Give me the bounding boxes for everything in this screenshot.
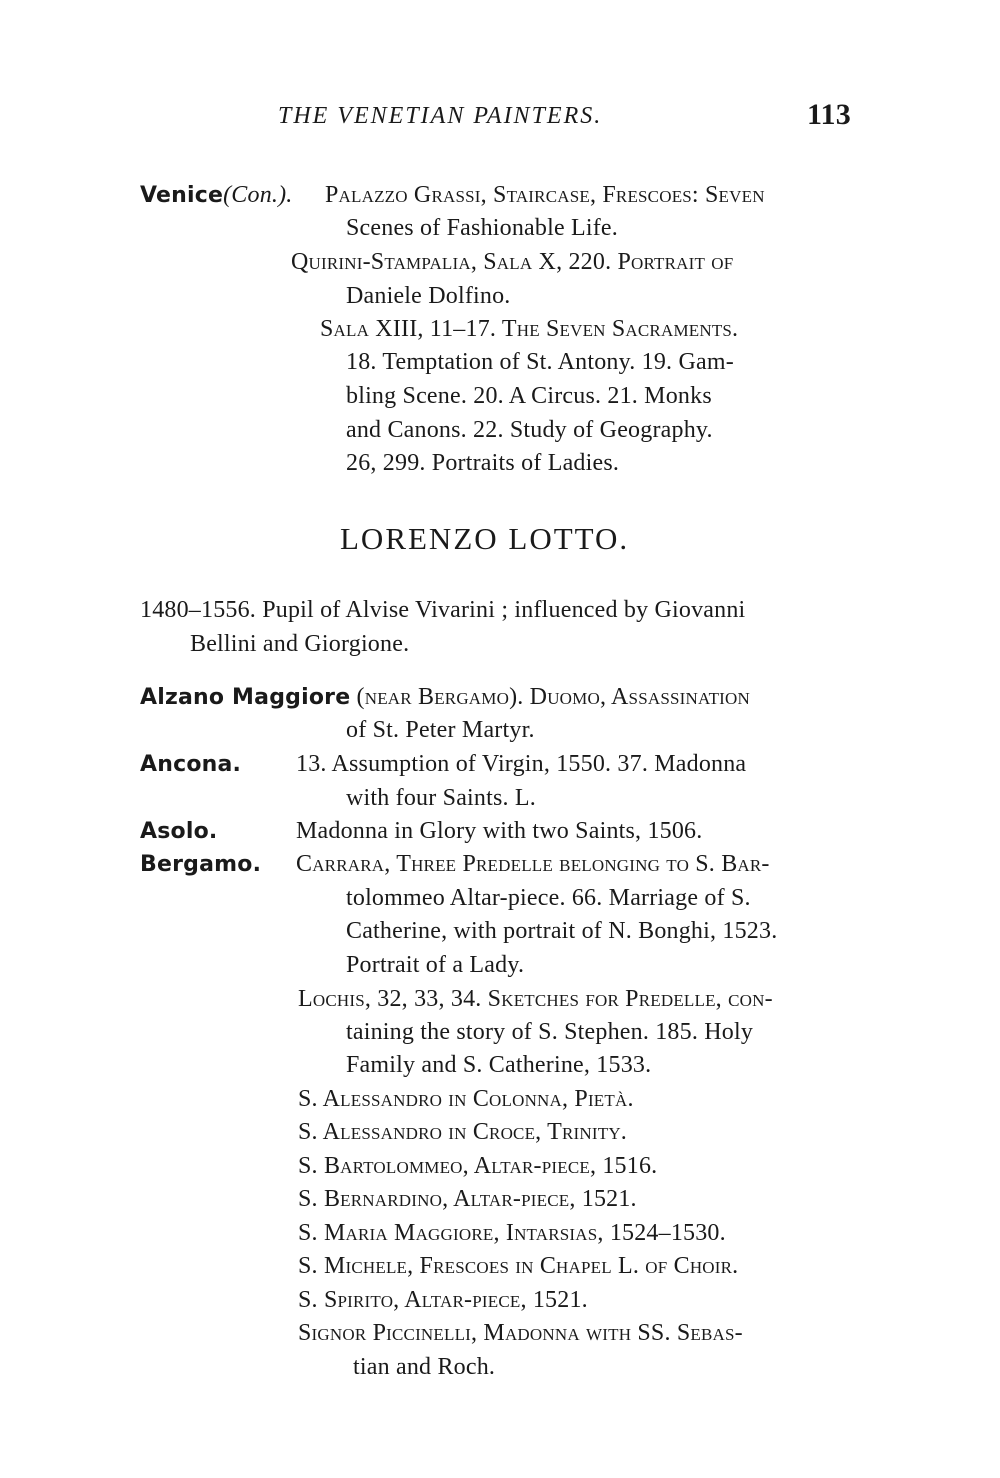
entry-text: S. Alessandro in Croce, Trinity. — [298, 1119, 627, 1145]
entry-text: (near Bergamo). Duomo, Assassination — [356, 684, 750, 710]
entry-text: Catherine, with portrait of N. Bonghi, 1523. — [346, 918, 778, 944]
entry-text: Portrait of a Lady. — [346, 952, 525, 978]
entry-text: tolommeo Altar-piece. 66. Marriage of S. — [346, 885, 751, 911]
entry-text: 13. Assumption of Virgin, 1550. 37. Madonna — [296, 751, 747, 777]
entry-text: Carrara, Three Predelle belonging to S. Bar- — [296, 851, 770, 877]
venice-line: Daniele Dolfino. — [346, 283, 511, 309]
venice-line: Palazzo Grassi, Staircase, Frescoes: Seven — [325, 182, 765, 208]
venice-line: 18. Temptation of St. Antony. 19. Gam- — [346, 349, 734, 375]
entry-text: Family and S. Catherine, 1533. — [346, 1052, 652, 1078]
entry-text: S. Bernardino, Altar-piece, 1521. — [298, 1186, 637, 1212]
place-name-alzano: Alzano Maggiore — [140, 685, 351, 710]
place-name-asolo: Asolo. — [140, 819, 218, 844]
entry-text: of St. Peter Martyr. — [346, 717, 535, 743]
entry-text: S. Spirito, Altar-piece, 1521. — [298, 1287, 588, 1313]
venice-line: bling Scene. 20. A Circus. 21. Monks — [346, 383, 712, 409]
venice-line: 26, 299. Portraits of Ladies. — [346, 450, 620, 476]
entry-text: Madonna in Glory with two Saints, 1506. — [296, 818, 703, 844]
entry-text: S. Bartolommeo, Altar-piece, 1516. — [298, 1153, 658, 1179]
running-header-title: THE VENETIAN PAINTERS. — [278, 103, 603, 129]
entry-text: Signor Piccinelli, Madonna with SS. Sebas- — [298, 1320, 743, 1346]
venice-entry-first-line — [140, 180, 293, 211]
venice-line: Scenes of Fashionable Life. — [346, 215, 618, 241]
place-name-ancona: Ancona. — [140, 752, 242, 777]
venice-line: Sala XIII, 11–17. The Seven Sacraments. — [320, 316, 739, 342]
artist-bio-line: 1480–1556. Pupil of Alvise Vivarini ; influenced by Giovanni — [140, 597, 746, 623]
entry-text: S. Maria Maggiore, Intarsias, 1524–1530. — [298, 1220, 726, 1246]
venice-line: Quirini-Stampalia, Sala X, 220. Portrait of — [291, 249, 734, 275]
place-name-bergamo: Bergamo. — [140, 852, 262, 877]
entry-text: S. Alessandro in Colonna, Pietà. — [298, 1086, 634, 1112]
entry-text: S. Michele, Frescoes in Chapel L. of Choir. — [298, 1253, 739, 1279]
entry-alzano — [140, 682, 750, 713]
artist-bio-line: Bellini and Giorgione. — [190, 631, 410, 657]
page-number: 113 — [807, 98, 851, 131]
entry-text: tian and Roch. — [353, 1354, 496, 1380]
place-note: (Con.). — [223, 182, 293, 208]
venice-line: and Canons. 22. Study of Geography. — [346, 417, 713, 443]
artist-heading: LORENZO LOTTO. — [340, 521, 630, 556]
entry-text: taining the story of S. Stephen. 185. Holy — [346, 1019, 754, 1045]
place-name-venice: Venice — [140, 183, 224, 208]
entry-text: with four Saints. L. — [346, 785, 536, 811]
entry-text: Lochis, 32, 33, 34. Sketches for Predelle, con- — [298, 986, 773, 1012]
